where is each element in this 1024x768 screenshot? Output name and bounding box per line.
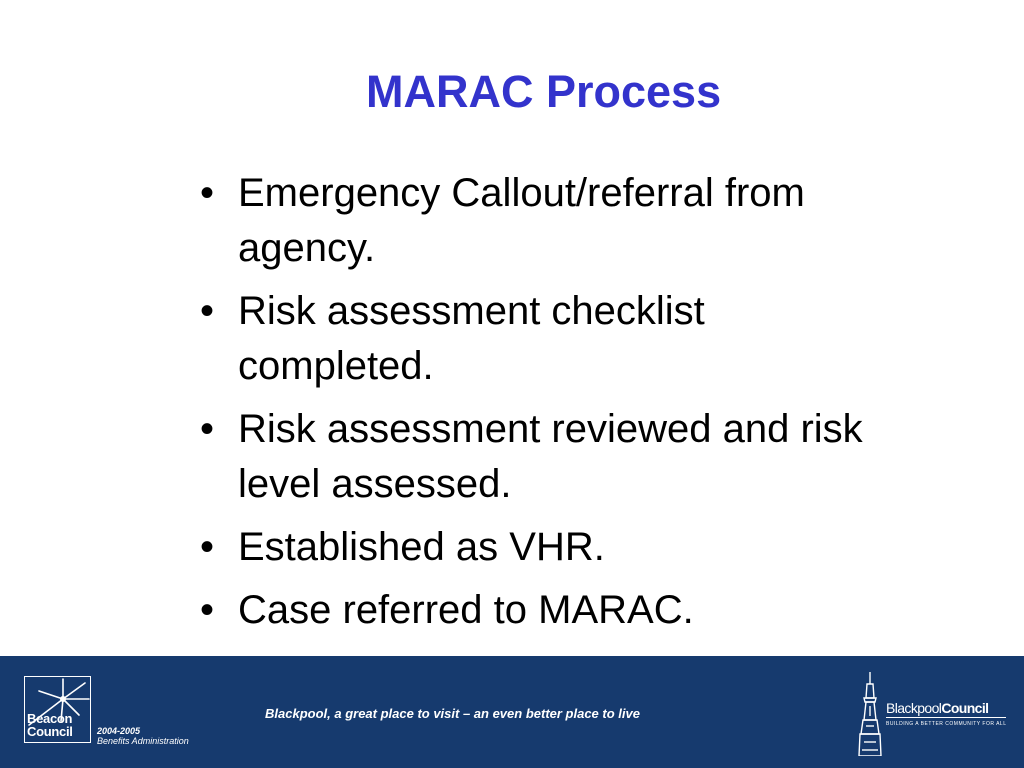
beacon-subtitle: Benefits Administration [97, 736, 189, 746]
blackpool-name-part1: Blackpool [886, 700, 942, 716]
bullet-text: Established as VHR. [238, 525, 605, 569]
blackpool-name-part2: Council [941, 700, 989, 716]
bullet-marker: • [200, 407, 215, 451]
bullet-text: Risk assessment checklist completed. [238, 289, 705, 388]
beacon-years: 2004-2005 [97, 726, 141, 736]
bullet-item [200, 402, 900, 512]
bullet-marker: • [200, 171, 215, 215]
blackpool-motto: BUILDING A BETTER COMMUNITY FOR ALL [886, 721, 1007, 727]
bullet-item [200, 583, 900, 638]
bullet-list [200, 166, 900, 646]
blackpool-divider [886, 717, 1006, 718]
bullet-text: Emergency Callout/referral from agency. [238, 171, 805, 270]
footer-bar [0, 656, 1024, 768]
bullet-marker: • [200, 525, 215, 569]
bullet-marker: • [200, 289, 215, 333]
bullet-item [200, 284, 900, 394]
bullet-item [200, 520, 900, 575]
beacon-council-name [27, 712, 73, 738]
bullet-item [200, 166, 900, 276]
slide-title: MARAC Process [366, 66, 722, 117]
bullet-text: Risk assessment reviewed and risk level assessed. [238, 407, 863, 506]
beacon-name-line2: Council [27, 724, 73, 739]
beacon-name-line1: Beacon [27, 711, 73, 726]
bullet-text: Case referred to MARAC. [238, 588, 694, 632]
blackpool-council-name [886, 700, 988, 716]
bullet-marker: • [200, 588, 215, 632]
tower-icon [858, 672, 882, 756]
footer-tagline: Blackpool, a great place to visit – an even better place to live [265, 706, 640, 721]
